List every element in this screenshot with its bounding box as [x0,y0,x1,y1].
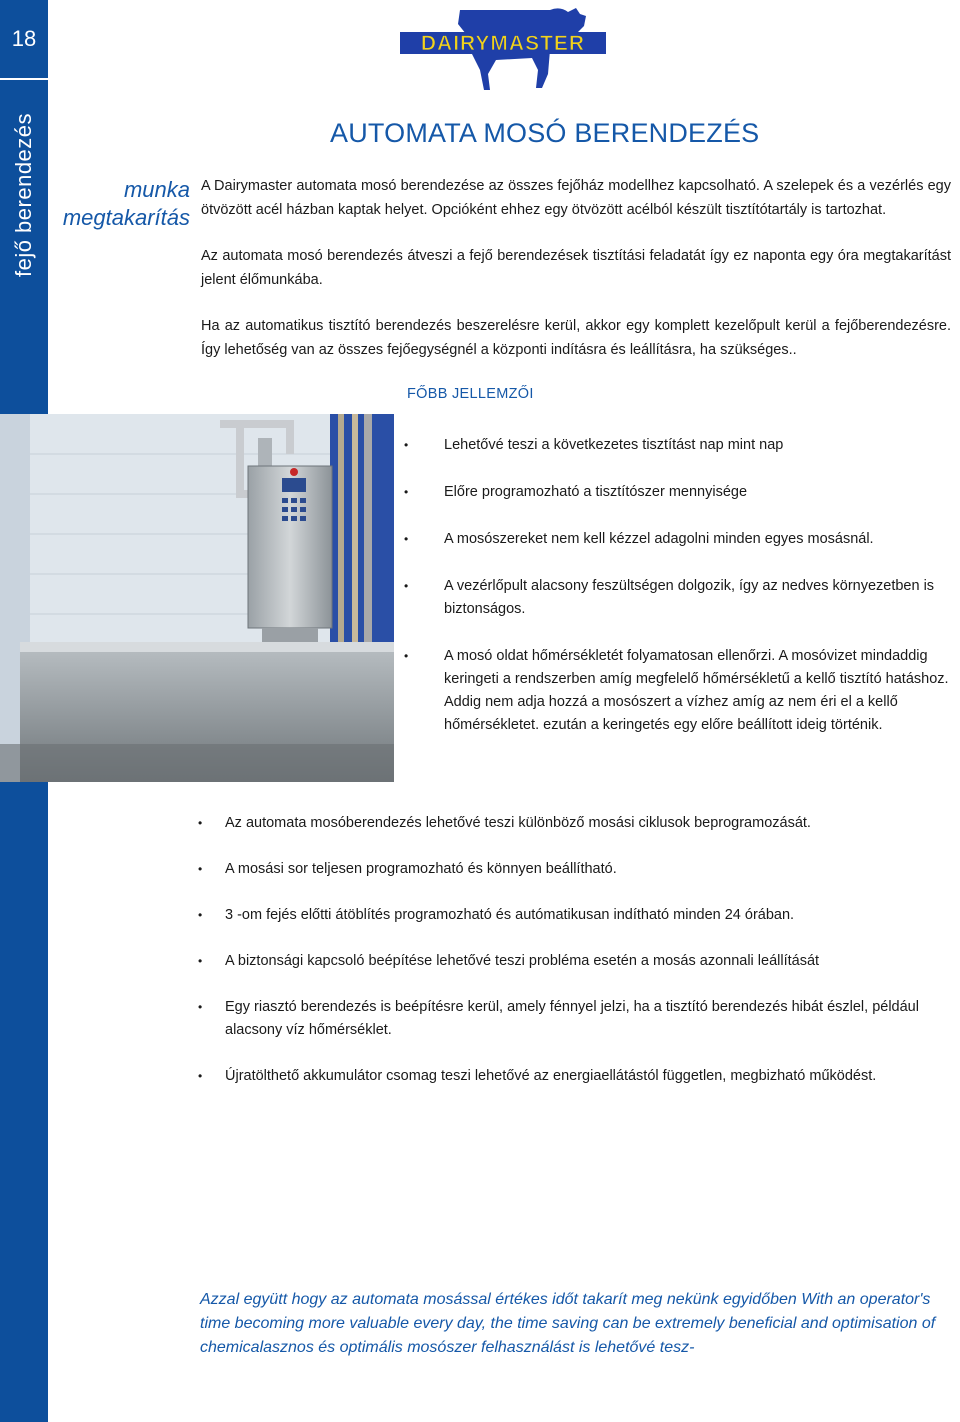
product-photo [0,414,394,782]
page-number: 18 [11,26,37,51]
benefit-item [198,1065,960,1088]
feature-text: Előre programozható a tisztítószer mennyisége [444,484,748,500]
benefit-text: Újratölthető akkumulátor csomag teszi lehetővé az energiaellátástól független, megbizható működést. [225,1068,877,1084]
feature-text: A vezérlőpult alacsony feszültségen dolgozik, így az nedves környezetben is biztonságos. [444,578,935,617]
benefit-item [198,812,960,835]
feature-item [404,434,954,457]
feature-item [404,481,954,504]
feature-text: A mosószereket nem kell kézzel adagolni minden egyes mosásnál. [444,531,874,547]
benefit-text: Az automata mosóberendezés lehetővé teszi különböző mosási ciklusok beprogramozását. [225,815,811,831]
side-label-line2: megtakarítás [62,205,190,230]
benefits-list [198,812,960,1111]
features-list [404,434,954,761]
benefit-text: Egy riasztó berendezés is beépítésre kerül, amely fénnyel jelzi, ha a tisztító berendezés hibát észlel, például alacsony víz hőmérséklet. [225,999,919,1038]
feature-item [404,528,954,551]
benefit-item [198,904,960,927]
bullet: • [404,532,409,546]
benefit-text: A mosási sor teljesen programozható és könnyen beállítható. [225,861,617,877]
dairymaster-logo [400,4,606,96]
feature-text: A mosó oldat hőmérsékletét folyamatosan ellenőrzi. A mosóvizet mindaddig keringeti a rendszerben amíg megfelelő hőmérsékletű a kellő tisztító hatáshoz. Addig nem adja hozzá a mosószert a vízhez amíg az nem éri el a kellő hőmérsékletet. ezután a keringetés egy előre beállított ideig történik. [444,648,949,733]
bullet: • [404,485,409,499]
bullet: • [198,1069,203,1083]
features-heading: FŐBB JELLEMZŐI [407,386,534,402]
bullet: • [198,954,203,968]
bullet: • [404,579,409,593]
intro-paragraph-2: Az automata mosó berendezés átveszi a fejő berendezések tisztítási feladatát így ez naponta egy óra megtakarítást jelent élőmunkába. [201,248,951,288]
closing-statement: Azzal együtt hogy az automata mosással értékes időt takarít meg nekünk egyidőben With an operator's time becoming more valuable every day, the time saving can be extremely beneficial and optimisation of chemicalasznos és optimális mosószer felhasználást is lehetővé tesz- [200,1291,936,1356]
section-title-vertical: fejő berendezés [11,112,36,278]
benefit-item [198,996,960,1042]
side-label-line1: munka [123,177,190,202]
bullet: • [198,1000,203,1014]
feature-text: Lehetővé teszi a következetes tisztítást nap mint nap [444,437,784,453]
benefit-item [198,858,960,881]
benefit-text: A biztonsági kapcsoló beépítése lehetővé teszi probléma esetén a mosás azonnali leállítását [225,953,820,969]
side-label [63,176,190,232]
intro-paragraph-3: Ha az automatikus tisztító berendezés beszerelésre kerül, akkor egy komplett kezelőpult kerül a fejőberendezésre. Így lehetőség van az összes fejőegységnél a központi indításra és leállításra, ha szükséges.. [201,318,951,358]
page-number-box [0,0,48,80]
benefit-text: 3 -om fejés előtti átöblítés programozható és autómatikusan indítható minden 24 órában. [225,907,795,923]
page-title: AUTOMATA MOSÓ BERENDEZÉS [330,118,760,148]
bullet: • [404,649,409,663]
bullet: • [404,438,409,452]
bullet: • [198,908,203,922]
intro-paragraph-1: A Dairymaster automata mosó berendezése az összes fejőház modellhez kapcsolható. A szelepek és a vezérlés egy ötvözött acél házban kaptak helyet. Opcióként ehhez egy ötvözött acélból készült tisztítótartály is tartozhat. [201,178,951,218]
bullet: • [198,862,203,876]
svg-text:DAIRYMASTER: DAIRYMASTER [420,32,586,55]
feature-item [404,645,954,737]
bullet: • [198,816,203,830]
benefit-item [198,950,960,973]
feature-item [404,575,954,621]
